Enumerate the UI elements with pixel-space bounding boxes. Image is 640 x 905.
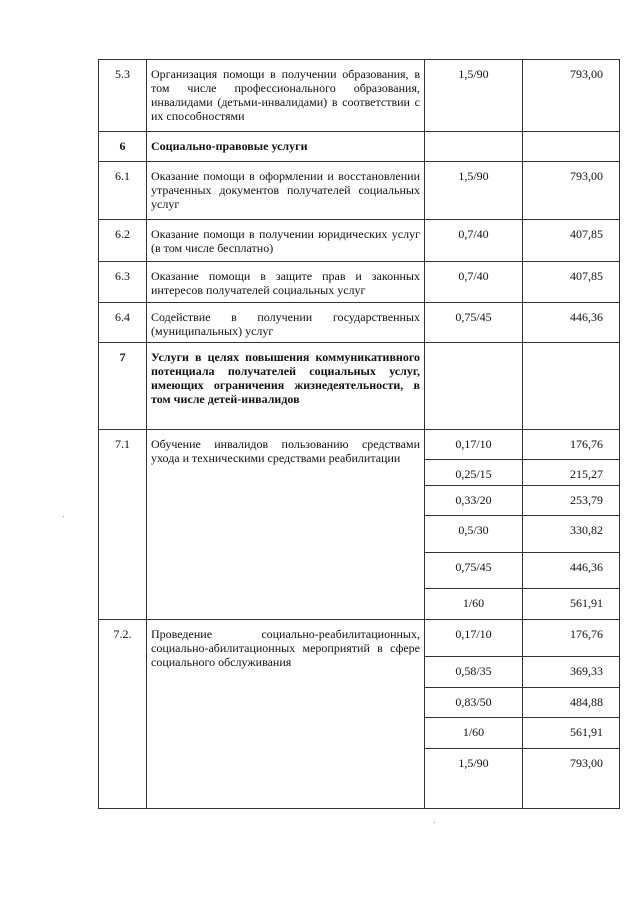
service-price: 253,79 (523, 486, 620, 516)
service-price: 215,27 (523, 460, 620, 486)
time-norm: 0,5/30 (425, 516, 523, 553)
table-row (99, 220, 620, 262)
time-norm: 0,33/20 (425, 486, 523, 516)
section-title: Социально-правовые услуги (147, 132, 425, 162)
scan-speck (434, 822, 435, 823)
section-title: Услуги в целях повышения коммуникативного потенциала получателей социальных услуг, имеющих ограничения жизнедеятельности, в том числе детей-инвалидов (147, 343, 425, 430)
service-description: Проведение социально-реабилитационных, социально-абилитационных мероприятий в сфере социального обслуживания (147, 620, 425, 809)
service-price: 407,85 (523, 220, 620, 262)
time-norm: 0,75/45 (425, 303, 523, 343)
empty-cell (425, 132, 523, 162)
scan-speck (63, 516, 64, 517)
service-price: 369,33 (523, 657, 620, 688)
table-row (99, 262, 620, 303)
service-description: Обучение инвалидов пользованию средствами ухода и техническими средствами реабилитации (147, 430, 425, 620)
time-norm: 1,5/90 (425, 749, 523, 809)
empty-cell (425, 343, 523, 430)
service-description: Содействие в получении государственных (муниципальных) услуг (147, 303, 425, 343)
time-norm: 1,5/90 (425, 162, 523, 220)
table-row (99, 162, 620, 220)
table-row (99, 60, 620, 132)
service-description: Оказание помощи в защите прав и законных интересов получателей социальных услуг (147, 262, 425, 303)
service-price: 330,82 (523, 516, 620, 553)
row-number: 6.3 (99, 262, 147, 303)
time-norm: 0,25/15 (425, 460, 523, 486)
section-number: 7 (99, 343, 147, 430)
table-row (99, 620, 620, 657)
service-price: 446,36 (523, 553, 620, 589)
service-description: Организация помощи в получении образования, в том числе профессионального образования, инвалидами (детьми-инвалидами) в соответствии с их способностями (147, 60, 425, 132)
service-description: Оказание помощи в оформлении и восстановлении утраченных документов получателей социальных услуг (147, 162, 425, 220)
service-price: 561,91 (523, 589, 620, 620)
section-row (99, 132, 620, 162)
service-price: 793,00 (523, 60, 620, 132)
table-row (99, 430, 620, 460)
time-norm: 0,7/40 (425, 220, 523, 262)
time-norm: 0,17/10 (425, 620, 523, 657)
services-table (98, 59, 620, 809)
service-price: 793,00 (523, 162, 620, 220)
row-number: 6.1 (99, 162, 147, 220)
time-norm: 0,58/35 (425, 657, 523, 688)
row-number: 7.2. (99, 620, 147, 809)
service-price: 484,88 (523, 688, 620, 718)
time-norm: 0,83/50 (425, 688, 523, 718)
service-price: 176,76 (523, 620, 620, 657)
time-norm: 0,17/10 (425, 430, 523, 460)
row-number: 6.2 (99, 220, 147, 262)
section-row (99, 343, 620, 430)
empty-cell (523, 132, 620, 162)
service-description: Оказание помощи в получении юридических услуг (в том числе бесплатно) (147, 220, 425, 262)
row-number: 6.4 (99, 303, 147, 343)
service-price: 561,91 (523, 718, 620, 749)
empty-cell (523, 343, 620, 430)
row-number: 7.1 (99, 430, 147, 620)
service-price: 446,36 (523, 303, 620, 343)
service-price: 176,76 (523, 430, 620, 460)
time-norm: 0,75/45 (425, 553, 523, 589)
service-price: 407,85 (523, 262, 620, 303)
time-norm: 1/60 (425, 589, 523, 620)
section-number: 6 (99, 132, 147, 162)
table-row (99, 303, 620, 343)
row-number: 5.3 (99, 60, 147, 132)
time-norm: 1,5/90 (425, 60, 523, 132)
time-norm: 1/60 (425, 718, 523, 749)
service-price: 793,00 (523, 749, 620, 809)
time-norm: 0,7/40 (425, 262, 523, 303)
